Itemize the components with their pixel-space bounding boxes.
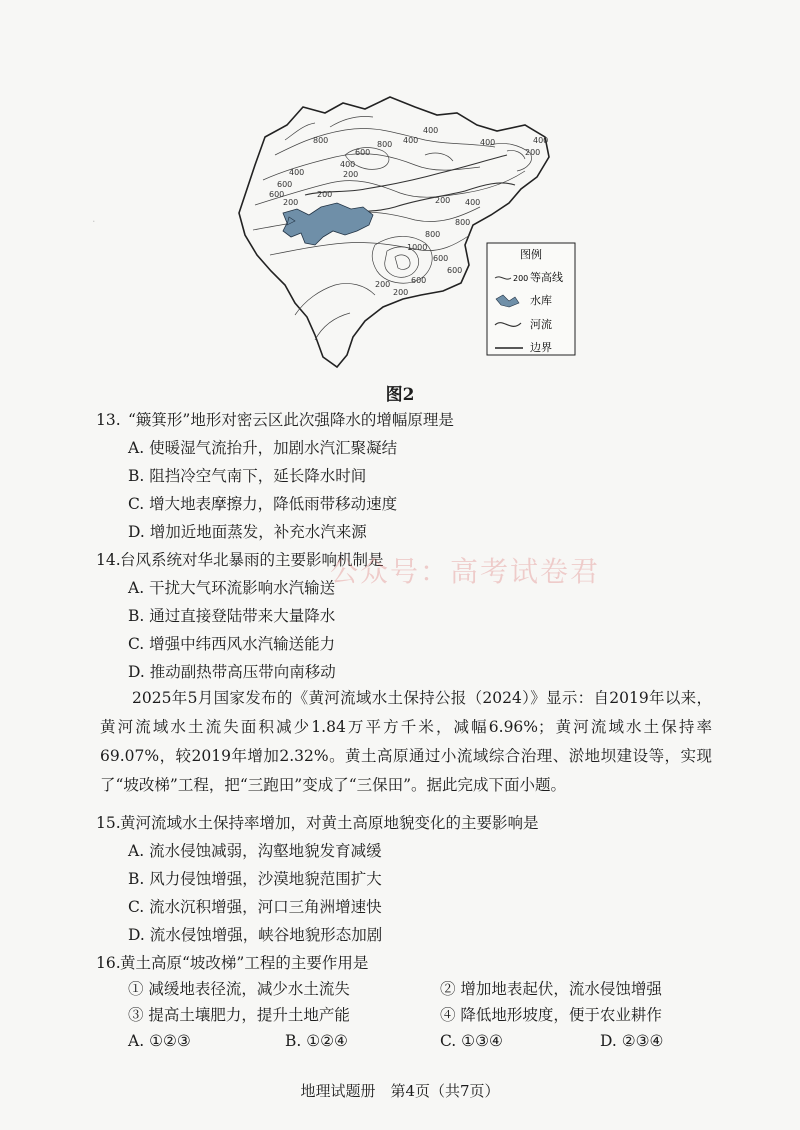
question-14-number: 14. bbox=[96, 551, 121, 569]
watermark: 公众号：高考试卷君 bbox=[330, 555, 601, 588]
contour-label: 400 bbox=[533, 136, 549, 145]
contour-label: 400 bbox=[465, 198, 481, 207]
contour-label: 400 bbox=[423, 126, 439, 135]
question-13-stem: “簸箕形”地形对密云区此次强降水的增幅原理是 bbox=[128, 411, 454, 429]
q16-choice-d: D. ②③④ bbox=[600, 1032, 664, 1050]
question-15-number: 15. bbox=[96, 814, 121, 832]
contour-label: 600 bbox=[411, 276, 427, 285]
contour-label: 400 bbox=[340, 160, 356, 169]
question-16-number: 16. bbox=[96, 954, 121, 972]
contour-label: 1000 bbox=[407, 243, 428, 252]
contour-map bbox=[225, 85, 595, 380]
svg-text:水库: 水库 bbox=[530, 294, 552, 307]
map-legend bbox=[487, 243, 575, 355]
q14-option-b: B. 通过直接登陆带来大量降水 bbox=[128, 607, 336, 625]
svg-text:河流: 河流 bbox=[530, 318, 552, 331]
contour-label: 200 bbox=[283, 198, 299, 207]
q15-option-c: C. 流水沉积增强，河口三角洲增速快 bbox=[128, 898, 382, 916]
contour-label: 200 bbox=[393, 288, 409, 297]
contour-label: 800 bbox=[455, 218, 471, 227]
q16-choice-a: A. ①②③ bbox=[128, 1032, 191, 1050]
svg-text:边界: 边界 bbox=[530, 341, 552, 354]
contour-label: 200 bbox=[343, 170, 359, 179]
q15-option-d: D. 流水侵蚀增强，峡谷地貌形态加剧 bbox=[128, 926, 383, 944]
q14-option-d: D. 推动副热带高压带向南移动 bbox=[128, 663, 336, 681]
svg-text:等高线: 等高线 bbox=[530, 271, 563, 284]
q15-option-b: B. 风力侵蚀增强，沙漠地貌范围扩大 bbox=[128, 870, 382, 888]
contour-label: 600 bbox=[277, 180, 293, 189]
q16-statement-1: ① 减缓地表径流，减少水土流失 bbox=[128, 980, 350, 998]
q16-statement-2: ② 增加地表起伏，流水侵蚀增强 bbox=[440, 980, 662, 998]
contour-label: 600 bbox=[447, 266, 463, 275]
q16-statement-3: ③ 提高土壤肥力，提升土地产能 bbox=[128, 1006, 350, 1024]
contour-label: 600 bbox=[433, 254, 449, 263]
contour-label: 200 bbox=[525, 148, 541, 157]
bleed-through-mark: · bbox=[92, 215, 96, 228]
svg-text:图例: 图例 bbox=[520, 248, 542, 261]
reading-passage: 2025年5月国家发布的《黄河流域水土保持公报（2024）》显示：自2019年以来，黄河流域水土流失面积减少1.84万平方千米，减幅6.96%；黄河流域水土保持率69.07%，较2019年增加2.32%。黄土高原通过小流域综合治理、淤地坝建设等，实现了“坡改梯”工程，把“三跑田”变成了“三保田”。据此完成下面小题。 bbox=[100, 689, 712, 794]
q15-option-a: A. 流水侵蚀减弱，沟壑地貌发育减缓 bbox=[128, 842, 382, 860]
contour-label: 600 bbox=[269, 190, 285, 199]
q13-option-d: D. 增加近地面蒸发，补充水汽来源 bbox=[128, 523, 367, 541]
q13-option-b: B. 阻挡冷空气南下，延长降水时间 bbox=[128, 467, 367, 485]
contour-label: 200 bbox=[317, 190, 333, 199]
contour-label: 800 bbox=[377, 140, 393, 149]
q14-option-c: C. 增强中纬西风水汽输送能力 bbox=[128, 635, 336, 653]
contour-label: 800 bbox=[313, 136, 329, 145]
question-14-stem: 台风系统对华北暴雨的主要影响机制是 bbox=[120, 551, 384, 569]
contour-label: 400 bbox=[480, 138, 496, 147]
q14-option-a: A. 干扰大气环流影响水汽输送 bbox=[128, 579, 336, 597]
contour-label: 400 bbox=[403, 136, 419, 145]
figure-caption: 图2 bbox=[385, 385, 415, 405]
page-footer: 地理试题册 第4页（共7页） bbox=[300, 1082, 500, 1100]
q16-choice-c: C. ①③④ bbox=[440, 1032, 503, 1050]
contour-label: 800 bbox=[425, 230, 441, 239]
q13-option-c: C. 增大地表摩擦力，降低雨带移动速度 bbox=[128, 495, 398, 513]
q16-statement-4: ④ 降低地形坡度，便于农业耕作 bbox=[440, 1006, 662, 1024]
contour-label: 400 bbox=[289, 168, 305, 177]
contour-label: 600 bbox=[355, 148, 371, 157]
q13-option-a: A. 使暖湿气流抬升，加剧水汽汇聚凝结 bbox=[128, 439, 398, 457]
question-16-stem: 黄土高原“坡改梯”工程的主要作用是 bbox=[120, 954, 369, 972]
question-15-stem: 黄河流域水土保持率增加，对黄土高原地貌变化的主要影响是 bbox=[120, 814, 539, 832]
contour-label: 200 bbox=[375, 280, 391, 289]
reservoir-shape bbox=[283, 203, 373, 245]
svg-text:200: 200 bbox=[513, 274, 529, 283]
contour-map-figure bbox=[225, 85, 595, 380]
contour-label: 200 bbox=[435, 196, 451, 205]
q16-choice-b: B. ①②④ bbox=[285, 1032, 348, 1050]
question-13-number: 13. bbox=[96, 411, 121, 429]
